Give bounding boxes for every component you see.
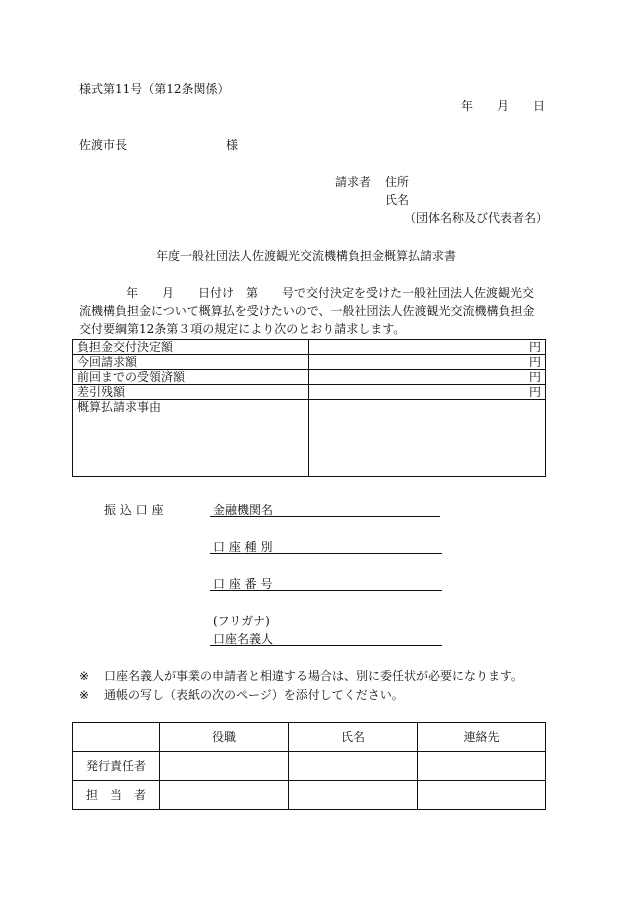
bank-holder-label: 口座名義人 [213, 632, 274, 646]
addressee-honorific: 様 [226, 138, 239, 152]
table-row [73, 370, 546, 385]
sig-header-blank [73, 723, 160, 752]
sig-staff-position[interactable] [160, 781, 289, 810]
sig-publisher-position[interactable] [160, 752, 289, 781]
claim-label-balance: 差引残額 [73, 385, 309, 400]
bank-holder-line[interactable] [210, 645, 442, 646]
bank-account-number-label: 口 座 番 号 [213, 577, 273, 591]
bank-section-label: 振 込 口 座 [104, 503, 164, 517]
note-2: 通帳の写し（表紙の次のページ）を添付してください。 [104, 688, 404, 702]
body-line-2: 流機構負担金について概算払を受けたいので、一般社団法人佐渡観光交流機構負担金 [79, 304, 535, 318]
table-row [73, 385, 546, 400]
bank-account-type-line[interactable] [210, 553, 442, 554]
requester-address-label: 住所 [385, 175, 410, 189]
date-field: 年 月 日 [461, 99, 546, 113]
sig-header-position: 役職 [160, 723, 289, 752]
note-1: 口座名義人が事業の申請者と相違する場合は、別に委任状が必要になります。 [104, 669, 524, 683]
table-row [73, 752, 546, 781]
claim-amount-balance[interactable]: 円 [309, 385, 546, 400]
table-row [73, 400, 546, 477]
sig-staff-name[interactable] [289, 781, 418, 810]
claim-table [72, 339, 546, 477]
note-2-mark: ※ [79, 688, 90, 702]
form-number: 様式第11号（第12条関係） [79, 82, 230, 96]
document-title: 年度一般社団法人佐渡観光交流機構負担金概算払請求書 [156, 249, 457, 263]
sig-header-contact: 連絡先 [418, 723, 546, 752]
requester-name-label: 氏名 [385, 193, 410, 207]
claim-label-received: 前回までの受領済額 [73, 370, 309, 385]
claim-reason-field[interactable] [309, 400, 546, 477]
sig-publisher-contact[interactable] [418, 752, 546, 781]
table-row [73, 781, 546, 810]
note-1-mark: ※ [79, 669, 90, 683]
claim-amount-current[interactable]: 円 [309, 355, 546, 370]
bank-furigana-label: (フリガナ) [213, 614, 270, 628]
claim-amount-decided[interactable]: 円 [309, 340, 546, 355]
table-row [73, 355, 546, 370]
bank-account-number-line[interactable] [210, 590, 442, 591]
claim-reason-label: 概算払請求事由 [73, 400, 309, 477]
claim-label-decided: 負担金交付決定額 [73, 340, 309, 355]
table-row [73, 340, 546, 355]
body-line-1: 年 月 日付け 第 号で交付決定を受けた一般社団法人佐渡観光交 [126, 286, 535, 300]
requester-org-note: （団体名称及び代表者名） [404, 211, 549, 225]
requester-label: 請求者 [335, 175, 372, 189]
bank-institution-line[interactable] [210, 516, 440, 517]
addressee-name: 佐渡市長 [79, 138, 128, 152]
sig-staff-contact[interactable] [418, 781, 546, 810]
bank-account-type-label: 口 座 種 別 [213, 540, 273, 554]
claim-label-current: 今回請求額 [73, 355, 309, 370]
signature-table [72, 722, 546, 810]
sig-publisher-name[interactable] [289, 752, 418, 781]
sig-header-name: 氏名 [289, 723, 418, 752]
claim-amount-received[interactable]: 円 [309, 370, 546, 385]
bank-institution-label: 金融機関名 [213, 503, 274, 517]
table-row [73, 723, 546, 752]
body-line-3: 交付要綱第12条第３項の規定により次のとおり請求します。 [79, 322, 406, 336]
sig-row-staff: 担 当 者 [73, 781, 160, 810]
sig-row-publisher: 発行責任者 [73, 752, 160, 781]
